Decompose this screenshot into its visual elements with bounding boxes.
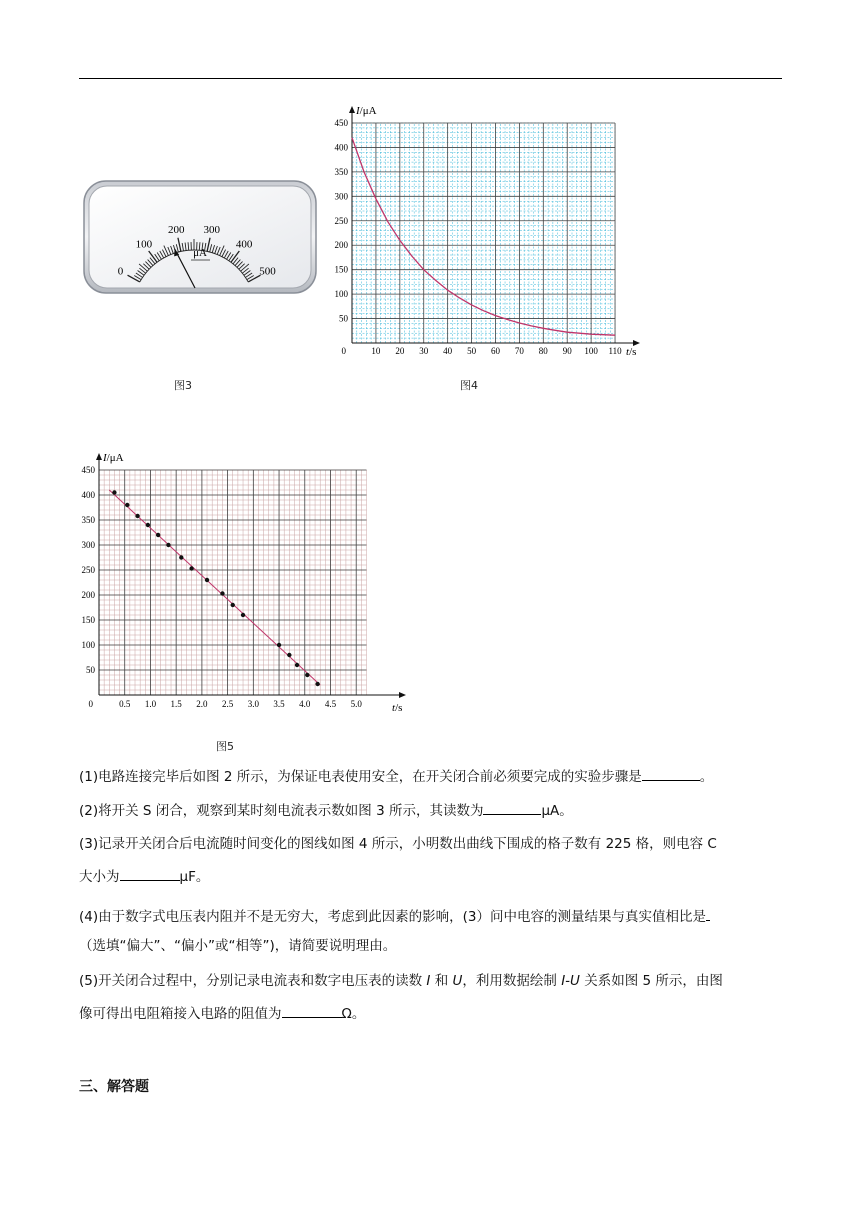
- x-tick-label: 4.0: [299, 699, 311, 709]
- origin-label: 0: [88, 699, 93, 709]
- question-5-text-b: ，利用数据绘制: [462, 973, 562, 989]
- figure-5-caption: 图5: [216, 740, 234, 753]
- y-tick-label: 50: [86, 665, 95, 675]
- figure-4-caption: 图4: [460, 379, 478, 392]
- question-3-line-1: [79, 834, 717, 854]
- y-tick-label: 100: [334, 289, 348, 300]
- answer-blank-3[interactable]: [120, 866, 180, 881]
- data-point: [220, 591, 224, 595]
- answer-blank-5[interactable]: [282, 1003, 342, 1018]
- question-5-and: 和: [430, 973, 453, 989]
- figure-3-caption: 图3: [174, 379, 192, 392]
- question-4-text-2: （选填“偏大”、“偏小”或“相等”)，请简要说明理由。: [79, 938, 397, 954]
- question-1-tail: 。: [699, 769, 714, 785]
- y-axis-title: I/μA: [356, 105, 377, 117]
- meter-label: 500: [259, 265, 276, 278]
- y-axis-arrow: [96, 453, 102, 460]
- y-tick-label: 150: [334, 264, 348, 275]
- x-tick-label: 4.5: [324, 699, 337, 709]
- variable-I-U: I-U: [561, 973, 580, 989]
- data-point: [125, 503, 129, 507]
- question-3-text: (3)记录开关闭合后电流随时间变化的图线如图 4 所示，小明数出曲线下围成的格子数有 225 格，则电容 C: [79, 836, 717, 852]
- y-tick-label: 50: [339, 313, 348, 324]
- meter-label: 400: [235, 238, 253, 251]
- question-5-text-2: 像可得出电阻箱接入电路的阻值为: [79, 1006, 282, 1022]
- question-4-line-1: [79, 906, 710, 927]
- x-tick-label: 100: [584, 346, 598, 356]
- x-tick-label: 20: [395, 346, 405, 356]
- x-tick-label: 110: [608, 346, 622, 356]
- answer-blank-2[interactable]: [483, 800, 541, 815]
- data-point: [295, 663, 299, 667]
- header-rule: [79, 78, 782, 79]
- data-point: [277, 643, 281, 647]
- origin-label: 0: [341, 346, 346, 356]
- y-tick-label: 200: [334, 240, 348, 251]
- y-tick-label: 400: [81, 490, 95, 500]
- answer-blank-4[interactable]: [706, 906, 710, 921]
- decay-curve: [352, 138, 615, 336]
- data-point: [146, 523, 150, 527]
- x-tick-label: 5.0: [350, 699, 362, 709]
- x-tick-label: 40: [443, 346, 453, 356]
- question-4-text: (4)由于数字式电压表内阻并不是无穷大，考虑到此因素的影响，(3）问中电容的测量结果与真实值相比是: [79, 909, 706, 925]
- data-point: [189, 566, 193, 570]
- data-point: [166, 543, 170, 547]
- meter-label: 300: [203, 223, 221, 236]
- x-tick-label: 90: [562, 346, 572, 356]
- question-2-tail: μA。: [541, 803, 573, 819]
- data-point: [179, 555, 183, 559]
- meter-unit: μA: [193, 247, 207, 259]
- question-5-line-1: [79, 971, 723, 991]
- data-point: [205, 578, 209, 582]
- y-tick-label: 300: [81, 540, 95, 550]
- section-title: 三、解答题: [79, 1079, 149, 1095]
- x-tick-label: 70: [514, 346, 524, 356]
- question-4-line-2: [79, 936, 396, 956]
- x-tick-label: 80: [538, 346, 548, 356]
- y-tick-label: 250: [334, 215, 348, 226]
- question-5-tail: Ω。: [341, 1006, 366, 1022]
- data-point: [241, 613, 245, 617]
- x-tick-label: 3.0: [247, 699, 259, 709]
- data-point: [315, 682, 319, 686]
- question-3-line-2: [79, 866, 209, 887]
- data-point: [287, 653, 291, 657]
- question-2: [79, 800, 573, 821]
- y-tick-label: 200: [81, 590, 95, 600]
- question-5-line-2: [79, 1003, 365, 1024]
- ammeter-figure: [83, 180, 317, 294]
- question-3-text-2: 大小为: [79, 869, 120, 885]
- data-point: [135, 514, 139, 518]
- y-tick-label: 350: [81, 515, 95, 525]
- question-1-text: (1)电路连接完毕后如图 2 所示，为保证电表使用安全，在开关闭合前必须要完成的实验步骤是: [79, 769, 642, 785]
- y-axis-title: I/μA: [103, 452, 124, 464]
- figure-5-chart: [70, 445, 415, 717]
- question-5-text: (5)开关闭合过程中，分别记录电流表和数字电压表的读数: [79, 973, 427, 989]
- x-axis-arrow: [399, 692, 406, 698]
- y-tick-label: 400: [334, 142, 348, 153]
- x-tick-label: 2.5: [221, 699, 234, 709]
- y-tick-label: 100: [81, 640, 95, 650]
- y-tick-label: 150: [81, 615, 95, 625]
- x-tick-label: 50: [467, 346, 477, 356]
- data-point: [112, 490, 116, 494]
- y-tick-label: 250: [81, 565, 95, 575]
- x-tick-label: 0.5: [119, 699, 131, 709]
- y-tick-label: 300: [334, 191, 348, 202]
- question-3-tail: μF。: [179, 869, 210, 885]
- y-tick-label: 350: [334, 166, 348, 177]
- question-5-text-c: 关系如图 5 所示，由图: [579, 973, 723, 989]
- x-tick-label: 3.5: [273, 699, 285, 709]
- x-tick-label: 2.0: [196, 699, 208, 709]
- x-axis-title: t/s: [392, 702, 403, 714]
- variable-I: I: [426, 973, 431, 989]
- meter-label: 100: [135, 238, 153, 251]
- data-point: [156, 533, 160, 537]
- x-axis-title: t/s: [626, 346, 637, 358]
- x-tick-label: 1.5: [170, 699, 182, 709]
- variable-U: U: [452, 973, 463, 989]
- answer-blank-1[interactable]: [642, 766, 700, 781]
- meter-label: 0: [117, 265, 124, 278]
- figure-4-chart: [325, 98, 650, 360]
- question-1: [79, 766, 713, 787]
- data-point: [305, 673, 309, 677]
- y-tick-label: 450: [334, 118, 348, 128]
- x-tick-label: 60: [490, 346, 500, 356]
- y-tick-label: 450: [81, 465, 95, 475]
- y-axis-arrow: [349, 106, 355, 113]
- data-point: [231, 603, 235, 607]
- x-tick-label: 10: [371, 346, 381, 356]
- x-tick-label: 1.0: [144, 699, 157, 709]
- question-2-text: (2)将开关 S 闭合，观察到某时刻电流表示数如图 3 所示，其读数为: [79, 803, 484, 819]
- meter-label: 200: [167, 223, 185, 236]
- x-tick-label: 30: [419, 346, 429, 356]
